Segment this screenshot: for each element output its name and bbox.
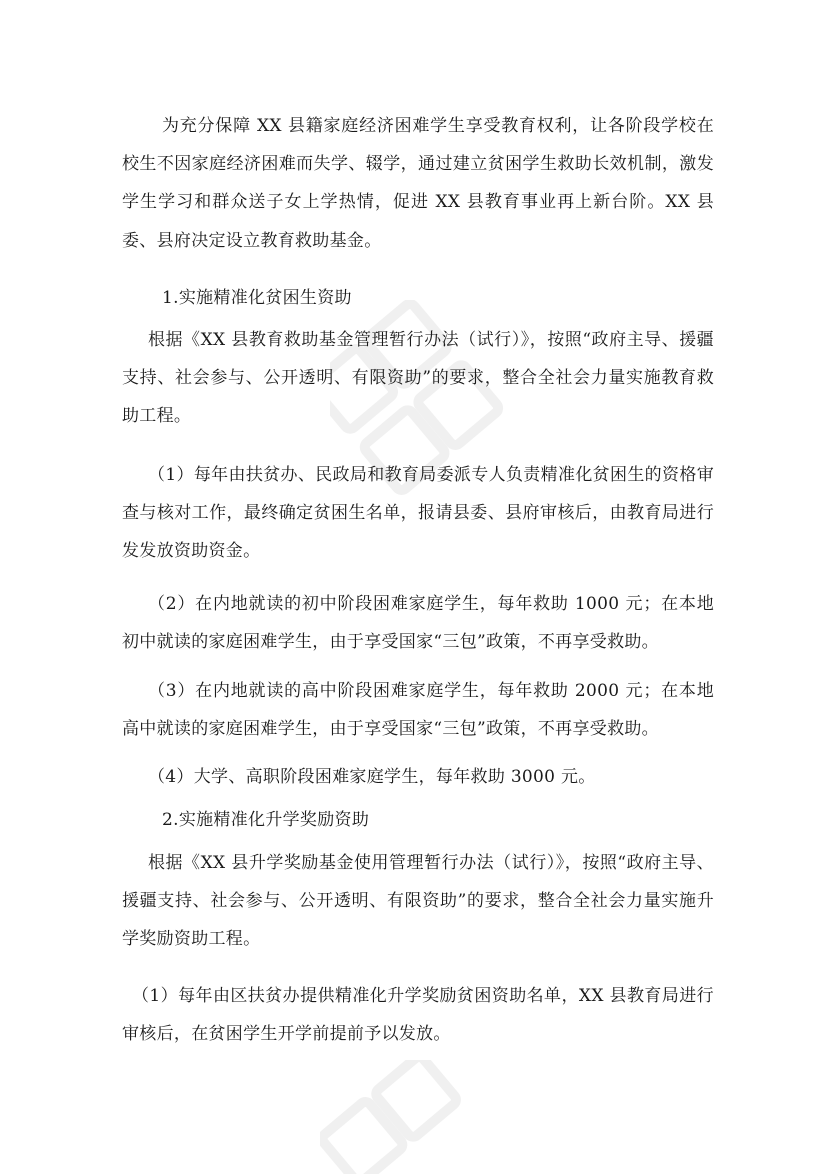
intro-paragraph: 为充分保障 XX 县籍家庭经济困难学生享受教育权利，让各阶段学校在校生不因家庭经济困难而失学、辍学，通过建立贫困学生救助长效机制，激发学生学习和群众送子女上学热情，促进 XX 县教育事业再上新台阶。XX 县委、县府决定设立教育救助基金。 xyxy=(122,116,714,251)
section-2-paragraph: 根据《XX 县升学奖励基金使用管理暂行办法（试行）》，按照“政府主导、援疆支持、社会参与、公开透明、有限资助”的要求，整合全社会力量实施升学奖励资助工程。 xyxy=(122,853,714,950)
section-heading-2: 2.实施精准化升学奖励资助 xyxy=(162,810,370,830)
section-1-item-1: （1）每年由扶贫办、民政局和教育局委派专人负责精准化贫困生的资格审查与核对工作，最终确定贫困生名单，报请县委、县府审核后，由教育局进行发发放资助资金。 xyxy=(122,465,714,562)
section-1-item-4: （4）大学、高职阶段困难家庭学生，每年救助 3000 元。 xyxy=(148,767,596,787)
section-2-item-1: （1）每年由区扶贫办提供精准化升学奖励贫困资助名单，XX 县教育局进行审核后，在贫困学生开学前提前予以发放。 xyxy=(122,986,714,1045)
section-1-paragraph: 根据《XX 县教育救助基金管理暂行办法（试行）》，按照“政府主导、援疆支持、社会参与、公开透明、有限资助”的要求，整合全社会力量实施教育救助工程。 xyxy=(122,330,714,427)
section-1-item-3: （3）在内地就读的高中阶段困难家庭学生，每年救助 2000 元；在本地高中就读的家庭困难学生，由于享受国家“三包”政策，不再享受救助。 xyxy=(122,681,714,740)
section-heading-1: 1.实施精准化贫困生资助 xyxy=(162,288,352,308)
watermark-logo-bottom xyxy=(320,1060,510,1174)
section-1-item-2: （2）在内地就读的初中阶段困难家庭学生，每年救助 1000 元；在本地初中就读的家庭困难学生，由于享受国家“三包”政策，不再享受救助。 xyxy=(122,594,714,653)
